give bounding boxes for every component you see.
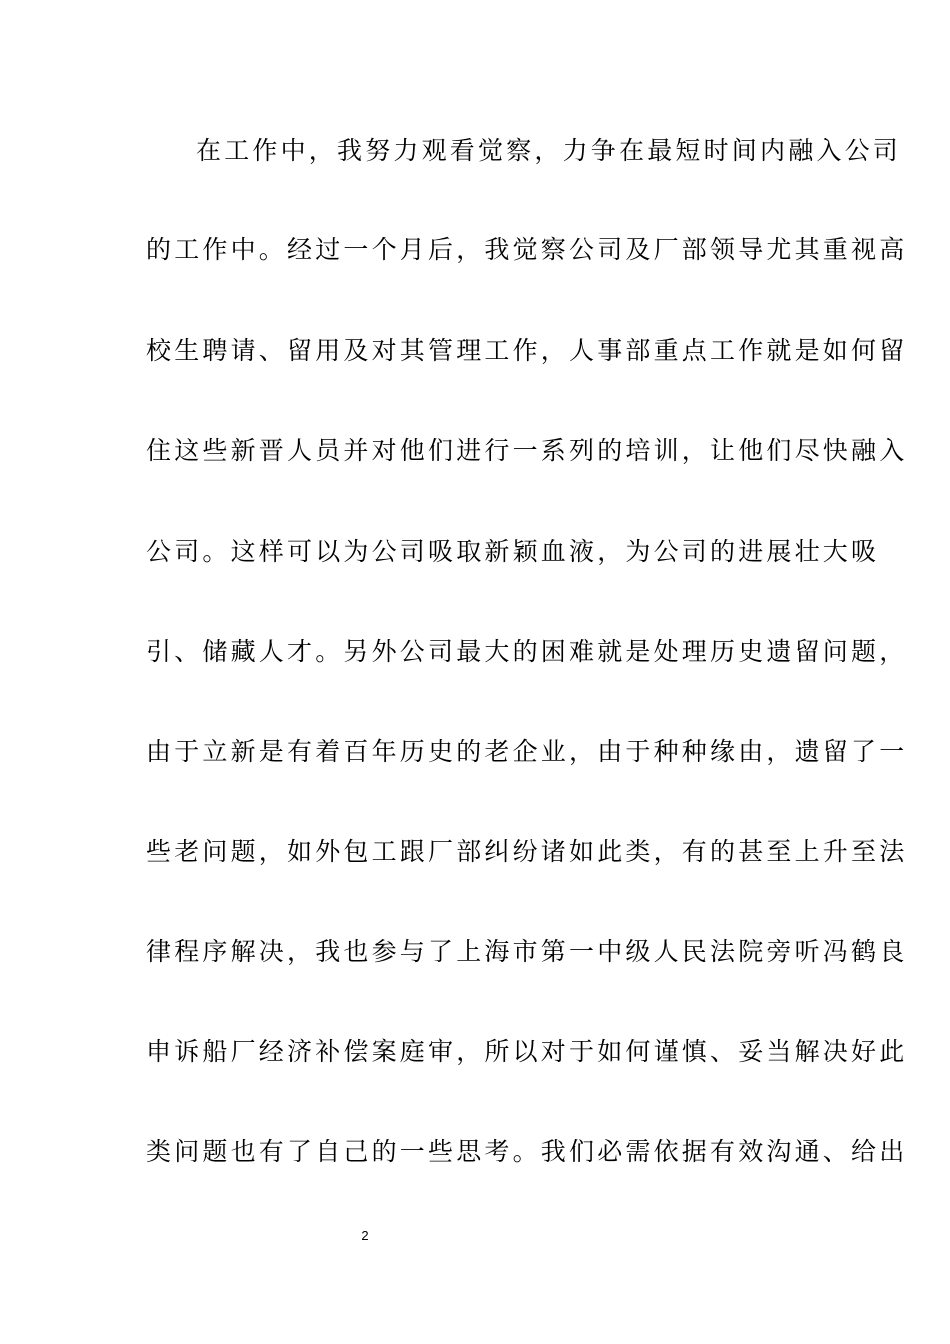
text-line-6: 引、储藏人才。另外公司最大的困难就是处理历史遗留问题， [146, 637, 908, 666]
text-line-5: 公司。这样可以为公司吸取新颖血液，为公司的进展壮大吸 [146, 537, 880, 566]
text-line-8: 些老问题，如外包工跟厂部纠纷诸如此类，有的甚至上升至法 [146, 837, 908, 866]
text-line-4: 住这些新晋人员并对他们进行一系列的培训，让他们尽快融入 [146, 436, 908, 465]
text-line-9: 律程序解决，我也参与了上海市第一中级人民法院旁听冯鹤良 [146, 937, 908, 966]
text-line-2: 的工作中。经过一个月后，我觉察公司及厂部领导尤其重视高 [146, 235, 908, 264]
text-line-1: 在工作中，我努力观看觉察，力争在最短时间内融入公司 [196, 136, 902, 165]
text-line-7: 由于立新是有着百年历史的老企业，由于种种缘由，遗留了一 [146, 737, 908, 766]
text-line-11: 类问题也有了自己的一些思考。我们必需依据有效沟通、给出 [146, 1137, 908, 1166]
text-line-10: 申诉船厂经济补偿案庭审，所以对于如何谨慎、妥当解决好此 [146, 1037, 908, 1066]
page-number: 2 [361, 1228, 369, 1243]
text-line-3: 校生聘请、留用及对其管理工作，人事部重点工作就是如何留 [146, 336, 908, 365]
